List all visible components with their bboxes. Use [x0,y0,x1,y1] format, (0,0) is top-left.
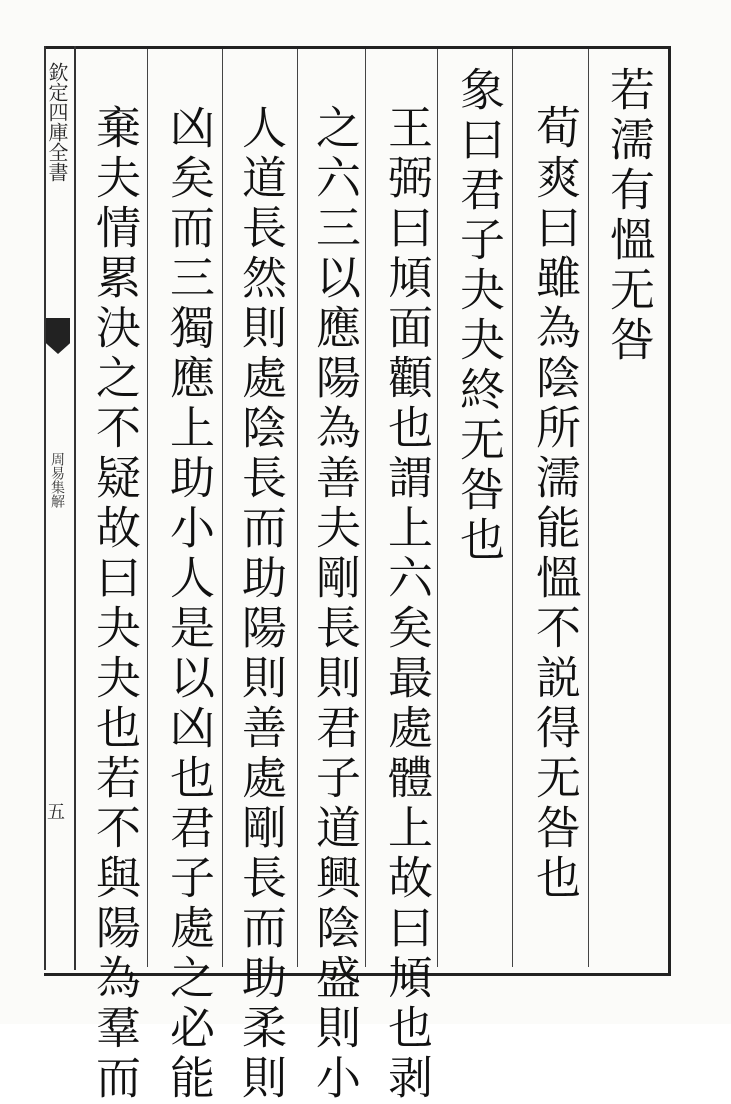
text-column-5: 之六三以應陽為善夫剛長則君子道興陰盛則小 [308,104,361,1104]
column-rule [147,49,148,967]
text-column-6: 人道長然則處陰長而助陽則善處剛長而助柔則 [234,104,287,1104]
column-rule [588,49,589,967]
margin-book-title: 周易集解 [49,452,65,508]
text-column-4: 王弼曰頄面顴也謂上六矣最處體上故曰頄也剥 [380,104,433,1104]
column-rule [437,49,438,967]
column-rule [297,49,298,967]
column-rule [512,49,513,967]
text-column-1: 若濡有慍无咎 [602,66,655,366]
column-rule [365,49,366,967]
margin-page-number: 五 [47,802,65,823]
text-column-2: 荀爽曰雖為陰所濡能慍不説得无咎也 [528,104,581,904]
column-rule [222,49,223,967]
text-column-7: 凶矣而三獨應上助小人是以凶也君子處之必能 [162,104,215,1104]
text-column-8: 棄夫情累決之不疑故曰夬夬也若不與陽為羣而 [88,104,141,1104]
margin-strip [44,46,76,970]
text-column-3: 象曰君子夬夬終无咎也 [452,66,505,566]
margin-title: 欽定四庫全書 [45,62,69,182]
